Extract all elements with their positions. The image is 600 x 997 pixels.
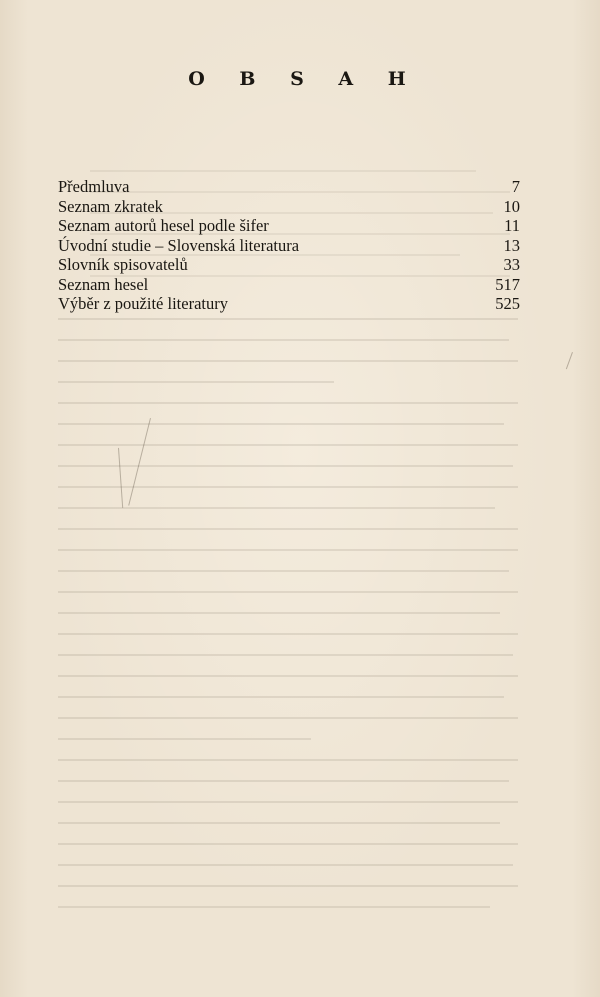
toc-entry — [58, 294, 522, 314]
toc-entry-page: 517 — [495, 274, 520, 294]
toc-entry-page: 7 — [511, 177, 520, 196]
toc-entry-label: Předmluva — [58, 177, 130, 196]
toc-entry-label: Výběr z použité literatury — [58, 294, 228, 313]
show-through-text — [58, 318, 518, 927]
toc-entry-page: 525 — [495, 294, 520, 313]
toc-entry-label: Slovník spisovatelů — [58, 255, 188, 274]
page-title: O B S A H — [188, 68, 420, 90]
toc-entry — [58, 197, 522, 217]
toc-entry-label: Úvodní studie – Slovenská literatura — [58, 235, 300, 255]
table-of-contents — [58, 177, 522, 314]
toc-entry — [58, 216, 522, 236]
toc-entry-page: 13 — [503, 235, 520, 255]
toc-entry-page: 11 — [504, 216, 520, 235]
toc-entry-page: 10 — [503, 196, 520, 216]
toc-entry-label: Seznam zkratek — [58, 196, 163, 216]
toc-entry-label: Seznam autorů hesel podle šifer — [58, 216, 269, 235]
toc-entry — [58, 236, 522, 256]
toc-entry — [58, 177, 522, 197]
toc-entry-label: Seznam hesel — [58, 274, 149, 294]
toc-entry — [58, 275, 522, 295]
toc-entry-page: 33 — [503, 255, 520, 274]
paper-scratch — [566, 352, 573, 369]
toc-entry — [58, 255, 522, 275]
